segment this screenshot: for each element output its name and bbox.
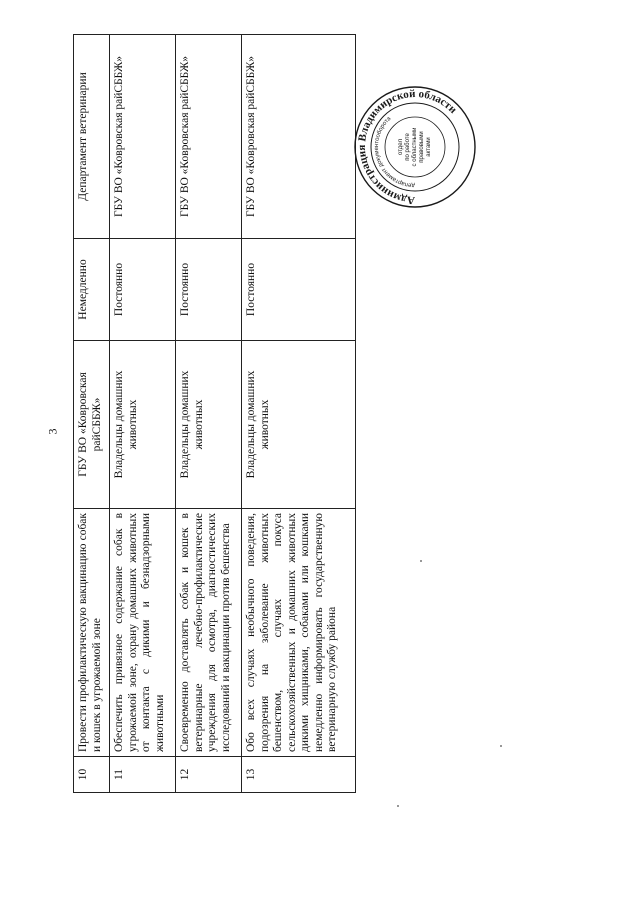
page-number: 3 [45, 428, 60, 435]
row-number: 10 [74, 757, 110, 793]
row-action: Обеспечить привязное содержание собак в угрожаемой зоне, охрану домашних животных от контакта с дикими и безнадзорными животными [110, 509, 176, 757]
row-number: 12 [176, 757, 242, 793]
table-row [242, 35, 356, 793]
stamp-center-line: правовыми [419, 131, 425, 163]
row-control: ГБУ ВО «Ковровская райСББЖ» [242, 35, 356, 239]
row-number: 13 [242, 757, 356, 793]
stamp-seal-icon [352, 84, 478, 210]
row-control: ГБУ ВО «Ковровская райСББЖ» [176, 35, 242, 239]
row-action: Обо всех случаях необычного поведения, подозрения на заболевание животных бешенством, случаях покуса сельскохозяйственных и домашних животных дикими хищниками, собаками или кошками немедленно информировать государственную ветеринарную службу района [242, 509, 356, 757]
table-row [74, 35, 110, 793]
stamp-ring-text: департамент документооборота [373, 115, 416, 189]
row-term: Постоянно [110, 239, 176, 341]
table-row [176, 35, 242, 793]
row-responsible: Владельцы домашних животных [110, 341, 176, 509]
measures-table [73, 34, 356, 793]
row-term: Постоянно [242, 239, 356, 341]
table-row [110, 35, 176, 793]
stamp-outer-text: Администрация Владимирской области [355, 87, 459, 207]
stamp-center-line: отдел [398, 139, 404, 155]
row-responsible: Владельцы домашних животных [242, 341, 356, 509]
row-control: Департамент ветеринарии [74, 35, 110, 239]
scan-speck [397, 805, 399, 807]
row-term: Немедленно [74, 239, 110, 341]
row-term: Постоянно [176, 239, 242, 341]
row-control: ГБУ ВО «Ковровская райСББЖ» [110, 35, 176, 239]
row-action: Провести профилактическую вакцинацию собак и кошек в угрожаемой зоне [74, 509, 110, 757]
row-action: Своевременно доставлять собак и кошек в ветеринарные лечебно-профилактические учреждения для осмотра, диагностических исследований и вакцинации против бешенства [176, 509, 242, 757]
official-stamp [352, 84, 478, 210]
row-number: 11 [110, 757, 176, 793]
stamp-center-line: с областными [412, 127, 418, 167]
stamp-center-line: актами [426, 137, 432, 157]
row-responsible: ГБУ ВО «Ковровская райСББЖ» [74, 341, 110, 509]
scan-speck [500, 745, 502, 747]
stamp-center-line: по работе [405, 133, 411, 161]
scan-speck [420, 560, 422, 562]
measures-table-wrapper [73, 35, 355, 793]
row-responsible: Владельцы домашних животных [176, 341, 242, 509]
